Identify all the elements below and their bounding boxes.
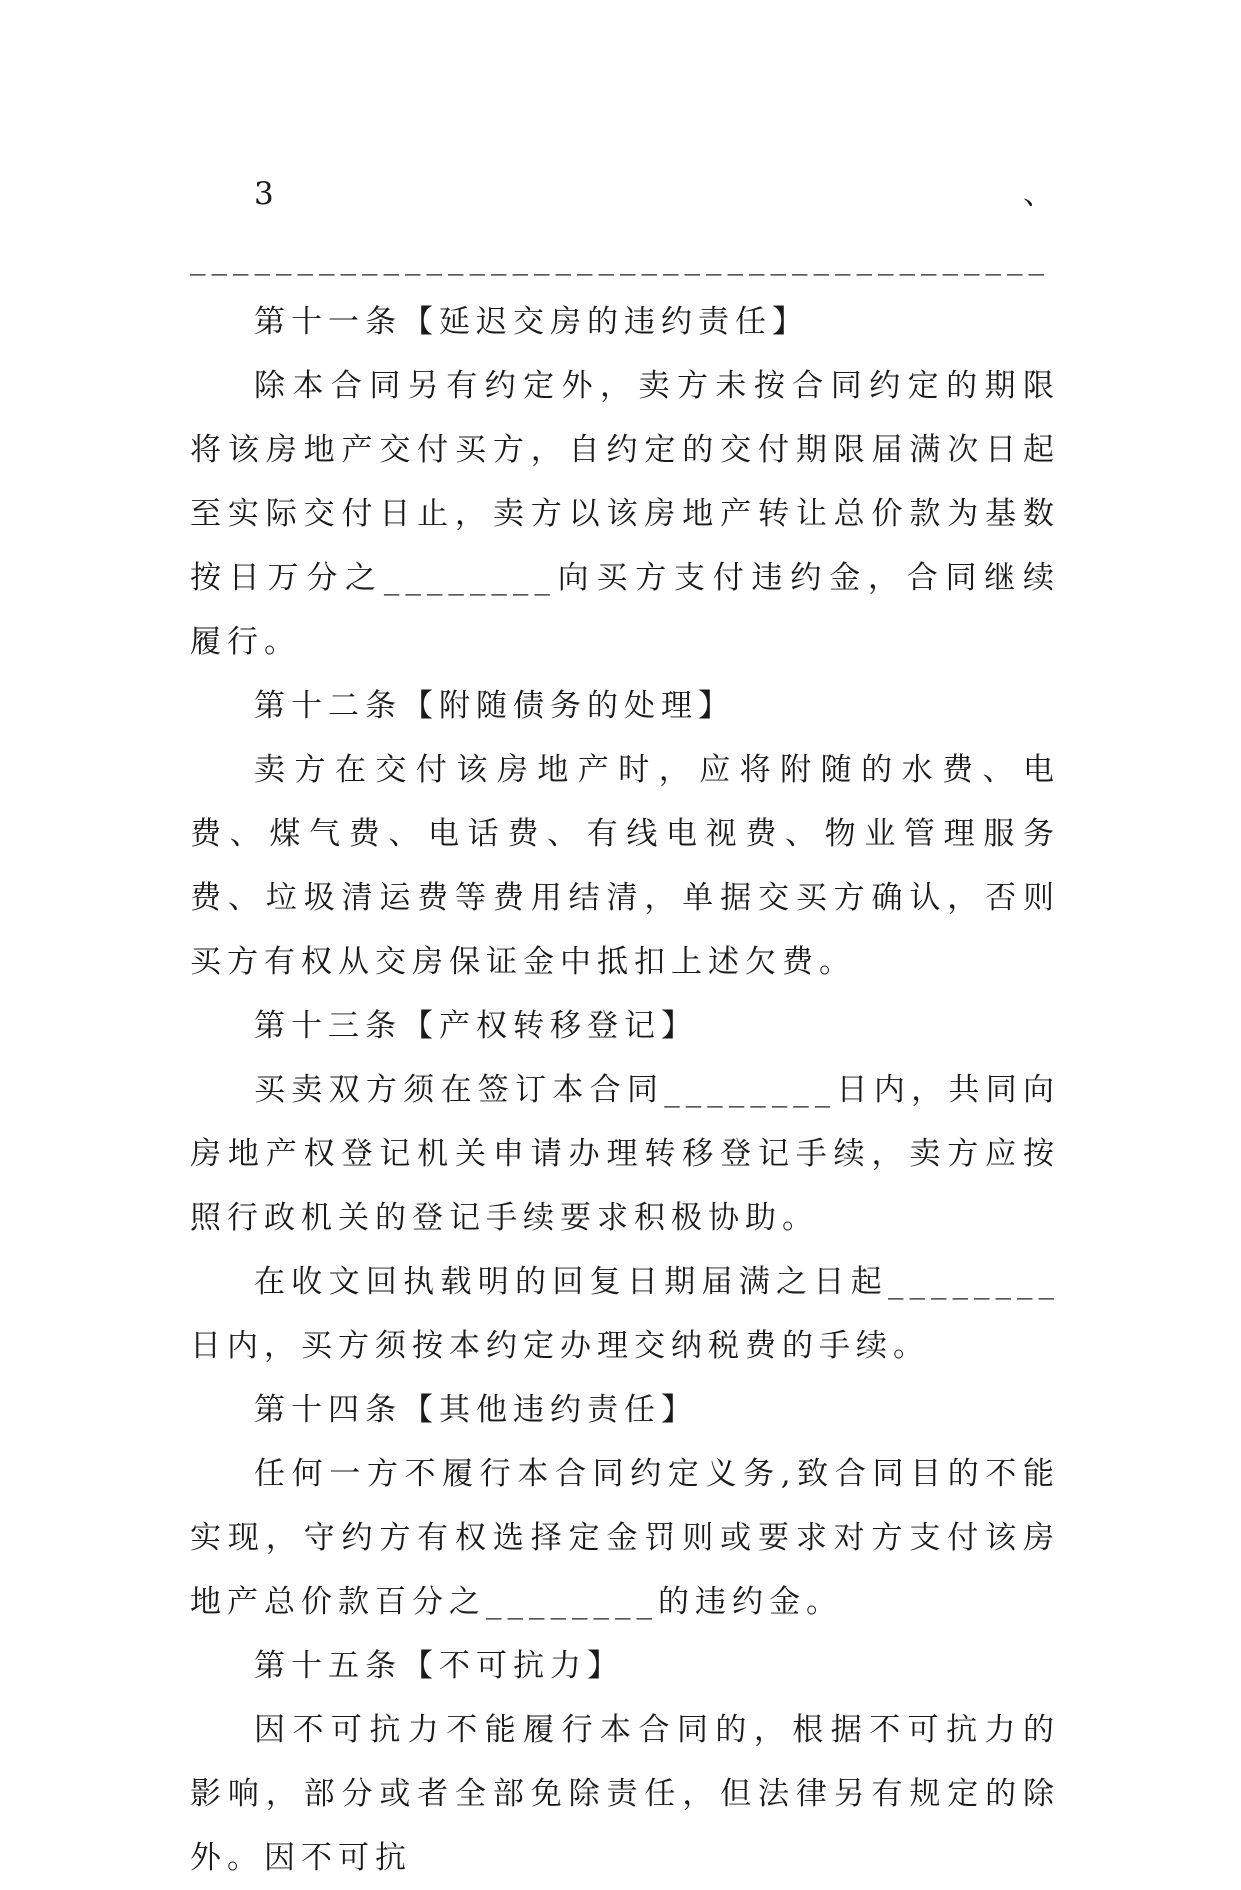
article-14-heading: 第十四条【其他违约责任】 (254, 1392, 698, 1428)
document-body (190, 162, 1060, 1890)
article-14-body: 任何一方不履行本合同约定义务,致合同目的不能实现，守约方有权选择定金罚则或要求对方支付该房地产总价款百分之________的违约金。 (190, 1456, 1060, 1620)
article-11-heading: 第十一条【延迟交房的违约责任】 (254, 304, 809, 340)
article-12-heading: 第十二条【附随债务的处理】 (254, 688, 735, 724)
article-13-heading: 第十三条【产权转移登记】 (254, 1008, 698, 1044)
article-15-heading: 第十五条【不可抗力】 (254, 1648, 624, 1684)
article-11-body: 除本合同另有约定外，卖方未按合同约定的期限将该房地产交付买方，自约定的交付期限届满次日起至实际交付日止，卖方以该房地产转让总价款为基数按日万分之________向买方支付违约金，合同继续履行。 (190, 368, 1060, 660)
article-13-body-2: 在收文回执载明的回复日期届满之日起________日内，买方须按本约定办理交纳税费的手续。 (190, 1264, 1060, 1364)
article-12-body: 卖方在交付该房地产时，应将附随的水费、电费、煤气费、电话费、有线电视费、物业管理服务费、垃圾清运费等费用结清，单据交买方确认，否则买方有权从交房保证金中抵扣上述欠费。 (190, 752, 1060, 980)
article-13-body-1: 买卖双方须在签订本合同________日内，共同向房地产权登记机关申请办理转移登记手续，卖方应按照行政机关的登记手续要求积极协助。 (190, 1072, 1060, 1236)
list-item-3: 3、________________________________________ (190, 176, 1060, 276)
article-15-body: 因不可抗力不能履行本合同的，根据不可抗力的影响，部分或者全部免除责任，但法律另有规定的除外。因不可抗 (190, 1712, 1060, 1876)
